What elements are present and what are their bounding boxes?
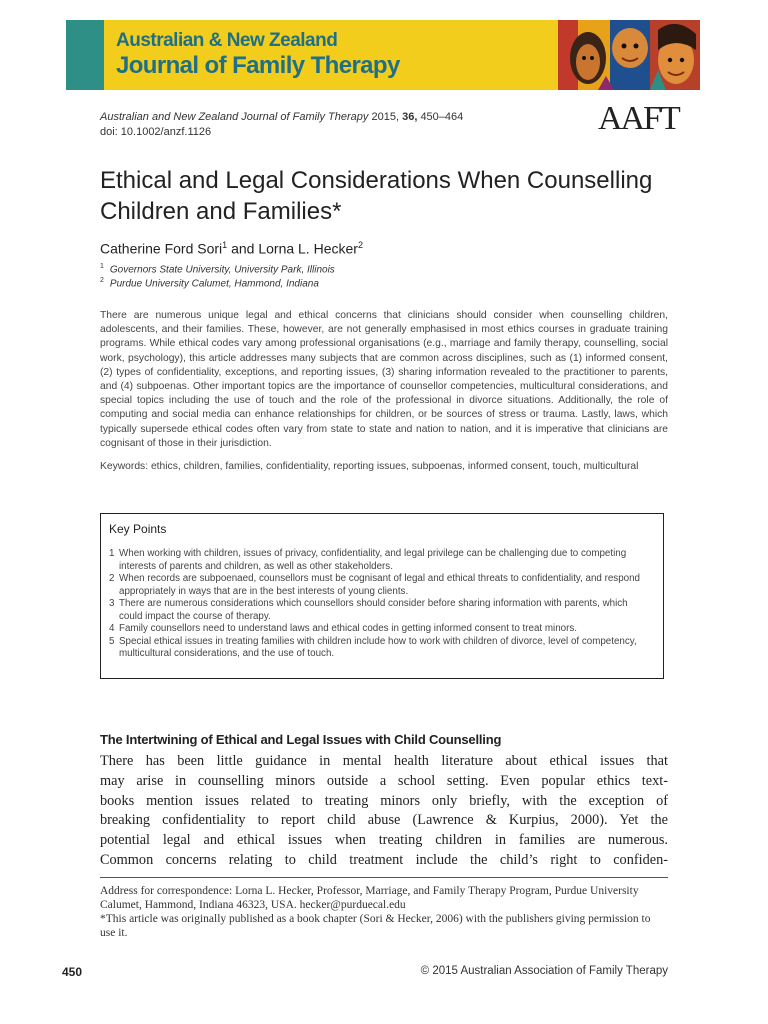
body-paragraph — [100, 752, 668, 871]
journal-name-line2: Journal of Family Therapy — [116, 52, 400, 79]
key-point-item — [109, 636, 653, 661]
affiliation-text: Purdue University Calumet, Hammond, Indiana — [109, 278, 319, 290]
key-point-text: Family counsellors need to understand laws and ethical codes in getting informed consent to treat minors. — [119, 623, 577, 634]
body-line: potential legal and ethical issues when treating children in families are numerous. — [100, 832, 668, 849]
abstract: There are numerous unique legal and ethical concerns that clinicians should consider when counselling children, adolescents, and their families. These, however, are not generally emphasised in most ethics courses in graduate training programs. While ethical codes vary among professional organisations (e.g., marriage and family therapy, counselling, social work, psychology), this article addresses many subjects that are common across disciplines, such as (1) informed consent, (2) types of confidentiality, exceptions, and reporting issues, (3) sharing information revealed to the practitioner to parents, and (4) subpoenas. Other important topics are the importance of counsellor competencies, multicultural considerations, and special topics including the use of touch and the role of the professional in divorce situations. Additionally, the role of computing and social media can enhance relationships for children, or be sources of stress or trauma. Lastly, laws, which typically supersede ethical codes often vary from state to state and nation to nation, and it is imperative that clinicians are cognisant of those in their jurisdiction. — [100, 310, 668, 449]
author-name: Lorna L. Hecker — [258, 240, 358, 257]
key-point-item — [109, 623, 653, 636]
affiliation-number: 2 — [100, 277, 104, 284]
journal-title: Australian and New Zealand Journal of Family Therapy — [100, 111, 369, 123]
author-name: Catherine Ford Sori — [100, 240, 223, 257]
body-line: breaking confidentiality to report child abuse (Lawrence & Kurpius, 2000). Yet the — [100, 812, 668, 829]
key-point-number: 4 — [109, 623, 115, 634]
citation-volume: 36, — [402, 111, 418, 123]
footnote-note: *This article was originally published as a book chapter (Sori & Hecker, 2006) with the publishers giving permission to use it. — [100, 913, 651, 939]
keywords-label: Keywords: — [100, 461, 149, 472]
author-line — [100, 240, 363, 257]
aaft-logo — [598, 100, 679, 148]
key-point-text: When working with children, issues of privacy, confidentiality, and legal privilege can be challenging due to competing interests of parents and children, as well as other stakeholders. — [119, 548, 627, 572]
key-point-item — [109, 573, 653, 598]
key-point-item — [109, 598, 653, 623]
key-point-text: When records are subpoenaed, counsellors must be cognisant of legal and ethical threats to confidentiality, and respond appropriately in ways that are in the best interests of young clients. — [119, 573, 641, 597]
banner-accent-bar — [66, 20, 104, 90]
copyright-notice: © 2015 Australian Association of Family Therapy — [420, 965, 668, 977]
aaft-logo-text: AAFT — [598, 100, 679, 137]
affiliation — [100, 263, 335, 275]
banner-artwork-image — [558, 20, 700, 90]
key-point-text: Special ethical issues in treating families with children include how to work with children of divorce, level of competency, multicultural considerations, and the use of touch. — [119, 635, 637, 659]
author-affil-marker: 2 — [357, 240, 363, 250]
key-point-number: 3 — [109, 598, 115, 609]
footnotes — [100, 884, 668, 940]
affiliation — [100, 277, 319, 289]
page-number: 450 — [62, 965, 83, 979]
key-point-number: 2 — [109, 573, 115, 584]
affiliation-text: Governors State University, University Park, Illinois — [109, 264, 335, 276]
author-affil-marker: 1 — [222, 240, 228, 250]
doi: doi: 10.1002/anzf.1126 — [100, 126, 212, 138]
body-line: books mention issues related to treating minors only briefly, with the exception of — [100, 792, 668, 809]
key-point-number: 5 — [109, 635, 115, 647]
footnote-divider — [100, 877, 668, 878]
correspondence-address: Address for correspondence: Lorna L. Hecker, Professor, Marriage, and Family Therapy Program, Purdue University Calumet, Hammond, Indiana 46323, USA. hecker@purduecal.edu — [100, 885, 639, 911]
journal-banner — [66, 20, 700, 90]
journal-name-line1: Australian & New Zealand — [116, 30, 338, 51]
affiliation-number: 1 — [100, 263, 104, 270]
citation-line — [100, 110, 463, 125]
keywords — [100, 460, 668, 474]
key-point-number: 1 — [109, 548, 115, 559]
key-point-item — [109, 548, 653, 573]
key-points-box — [100, 513, 664, 679]
citation-block — [100, 110, 463, 140]
citation-year: 2015, — [371, 111, 400, 123]
section-heading: The Intertwining of Ethical and Legal Issues with Child Counselling — [100, 732, 502, 747]
article-title: Ethical and Legal Considerations When Counselling Children and Families* — [100, 167, 653, 225]
body-line: may arise in counselling minors outside a school setting. Even popular ethics text- — [100, 772, 668, 789]
key-point-text: There are numerous considerations which counsellors should consider before sharing information with parents, which could impact the course of therapy. — [119, 598, 628, 622]
body-line: There has been little guidance in mental health literature about ethical issues that — [100, 753, 668, 769]
key-points-title: Key Points — [109, 522, 167, 536]
author-separator: and — [227, 240, 259, 257]
citation-pages: 450–464 — [420, 111, 464, 123]
body-line: Common concerns relating to child treatment include the child’s right to confiden- — [100, 851, 668, 868]
keywords-list: ethics, children, families, confidentiality, reporting issues, subpoenas, informed consent, touch, multicultural — [150, 461, 639, 472]
